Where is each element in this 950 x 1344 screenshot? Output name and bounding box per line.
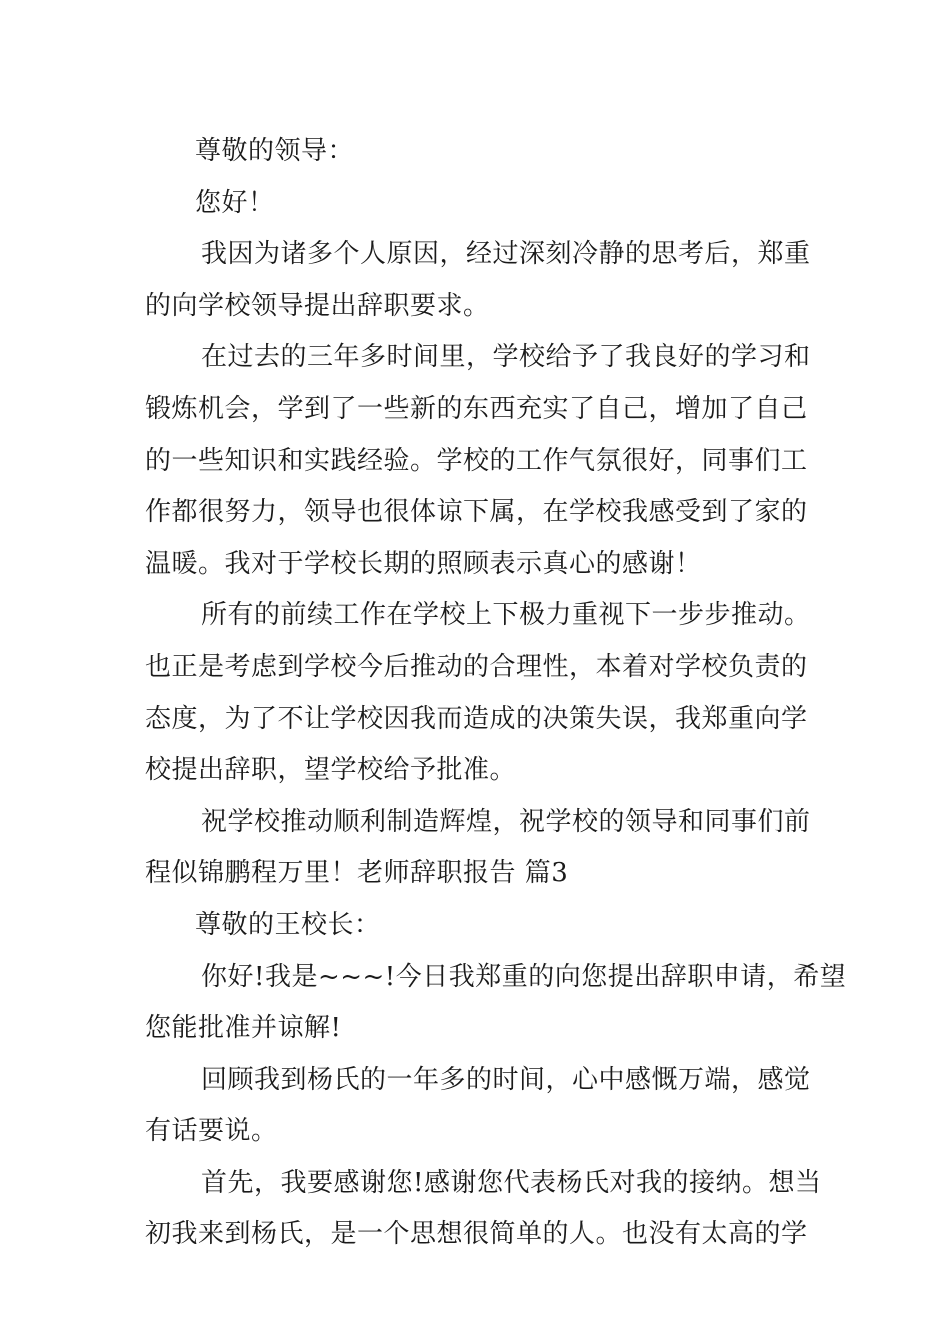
letter-body: [145, 126, 847, 1261]
paragraph-line: 在过去的三年多时间里，学校给予了我良好的学习和: [201, 342, 811, 373]
paragraph-line: 回顾我到杨氏的一年多的时间，心中感慨万端，感觉: [201, 1064, 811, 1095]
paragraph-line: 校提出辞职，望学校给予批准。: [145, 755, 517, 786]
paragraph-line: 态度，为了不让学校因我而造成的决策失误，我郑重向学: [145, 703, 808, 734]
paragraph-line: 锻炼机会，学到了一些新的东西充实了自己，增加了自己: [145, 393, 808, 424]
paragraph-line: 所有的前续工作在学校上下极力重视下一步步推动。: [201, 600, 811, 631]
paragraph-line: 首先，我要感谢您!感谢您代表杨氏对我的接纳。想当: [201, 1167, 822, 1198]
paragraph-line: 初我来到杨氏，是一个思想很简单的人。也没有太高的学: [145, 1219, 808, 1250]
paragraph-line: 也正是考虑到学校今后推动的合理性，本着对学校负责的: [145, 651, 808, 682]
paragraph-line: 祝学校推动顺利制造辉煌，祝学校的领导和同事们前: [201, 806, 811, 837]
paragraph-line: 的向学校领导提出辞职要求。: [145, 290, 490, 321]
paragraph-line: 你好!我是~~~!今日我郑重的向您提出辞职申请，希望: [201, 961, 847, 992]
paragraph-line: 的一些知识和实践经验。学校的工作气氛很好，同事们工: [145, 445, 808, 476]
paragraph-line: 程似锦鹏程万里！老师辞职报告 篇3: [145, 858, 569, 889]
salutation-principal: 尊敬的王校长：: [195, 909, 381, 940]
salutation-leaders: 尊敬的领导：: [195, 136, 355, 166]
greeting: 您好！: [195, 187, 275, 218]
paragraph-line: 温暖。我对于学校长期的照顾表示真心的感谢！: [145, 548, 702, 579]
paragraph-line: 您能批准并谅解!: [145, 1013, 342, 1044]
paragraph-line: 我因为诸多个人原因，经过深刻冷静的思考后，郑重: [201, 239, 811, 270]
paragraph-line: 作都很努力，领导也很体谅下属，在学校我感受到了家的: [145, 497, 808, 528]
paragraph-line: 有话要说。: [145, 1116, 278, 1147]
